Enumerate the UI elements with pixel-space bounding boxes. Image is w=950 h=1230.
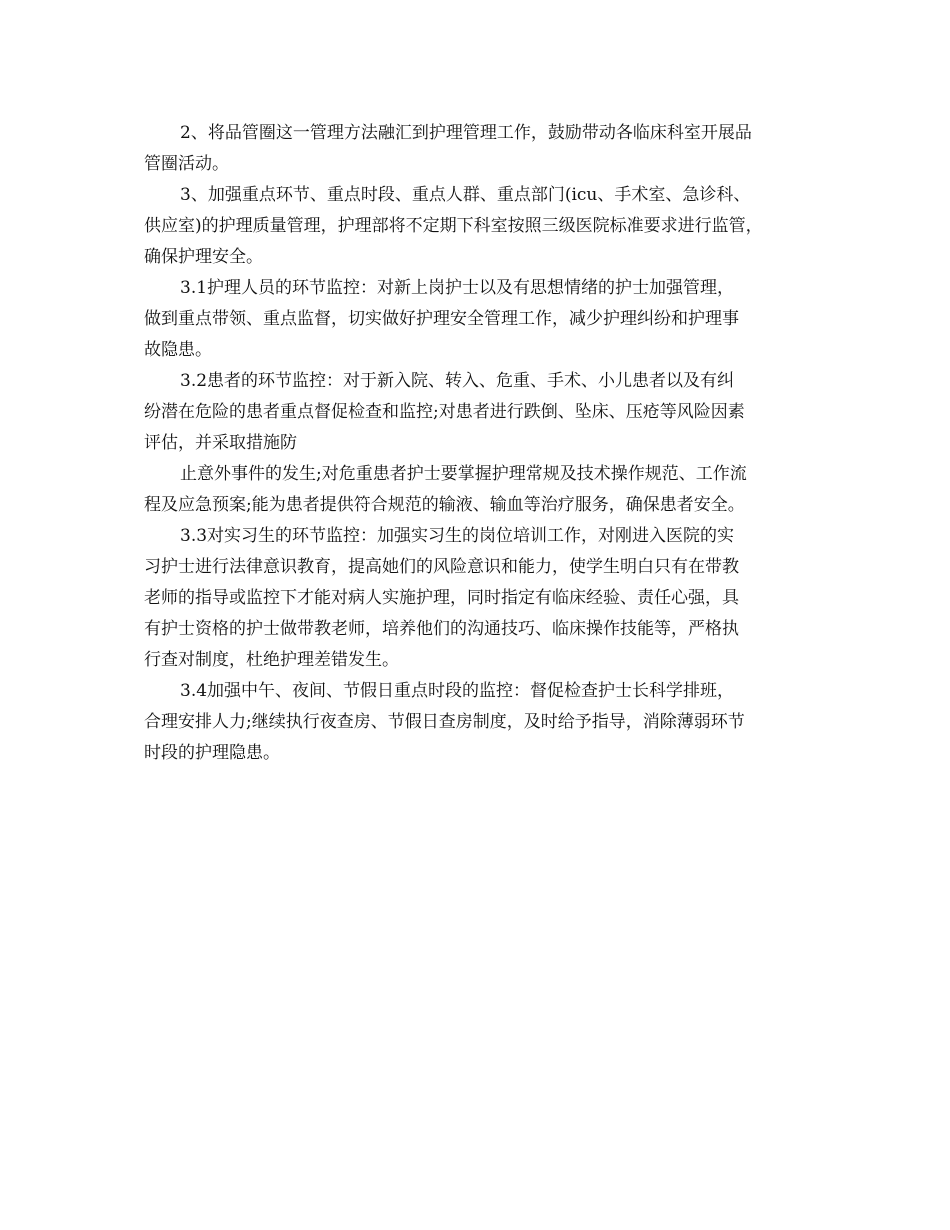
text-line: 管圈活动。 xyxy=(144,154,229,174)
text-line: 3.1护理人员的环节监控：对新上岗护士以及有思想情绪的护士加强管理， xyxy=(180,278,735,298)
text-line: 故隐患。 xyxy=(144,340,212,360)
text-line: 3、加强重点环节、重点时段、重点人群、重点部门(icu、手术室、急诊科、 xyxy=(180,185,751,205)
text-line: 止意外事件的发生;对危重患者护士要掌握护理常规及技术操作规范、工作流 xyxy=(180,464,747,484)
text-line: 纷潜在危险的患者重点督促检查和监控;对患者进行跌倒、坠床、压疮等风险因素 xyxy=(144,402,745,422)
text-line: 程及应急预案;能为患者提供符合规范的输液、输血等治疗服务，确保患者安全。 xyxy=(144,495,745,515)
text-line: 合理安排人力;继续执行夜查房、节假日查房制度，及时给予指导，消除薄弱环节 xyxy=(144,712,745,732)
text-line: 3.4加强中午、夜间、节假日重点时段的监控：督促检查护士长科学排班， xyxy=(180,681,735,701)
text-line: 行查对制度，杜绝护理差错发生。 xyxy=(144,650,399,670)
text-line: 3.2患者的环节监控：对于新入院、转入、危重、手术、小儿患者以及有纠 xyxy=(180,371,735,391)
text-line: 确保护理安全。 xyxy=(144,247,263,267)
text-line: 时段的护理隐患。 xyxy=(144,743,280,763)
text-line: 习护士进行法律意识教育，提高她们的风险意识和能力，使学生明白只有在带教 xyxy=(144,557,739,577)
text-line: 供应室)的护理质量管理，护理部将不定期下科室按照三级医院标准要求进行监管， xyxy=(144,216,763,236)
text-line: 老师的指导或监控下才能对病人实施护理，同时指定有临床经验、责任心强，具 xyxy=(144,588,739,608)
text-line: 评估，并采取措施防 xyxy=(144,433,297,453)
text-line: 2、将品管圈这一管理方法融汇到护理管理工作，鼓励带动各临床科室开展品 xyxy=(180,123,752,143)
text-line: 有护士资格的护士做带教老师，培养他们的沟通技巧、临床操作技能等，严格执 xyxy=(144,619,739,639)
text-line: 做到重点带领、重点监督，切实做好护理安全管理工作，减少护理纠纷和护理事 xyxy=(144,309,739,329)
document-body xyxy=(144,118,824,769)
text-line: 3.3对实习生的环节监控：加强实习生的岗位培训工作，对刚进入医院的实 xyxy=(180,526,735,546)
